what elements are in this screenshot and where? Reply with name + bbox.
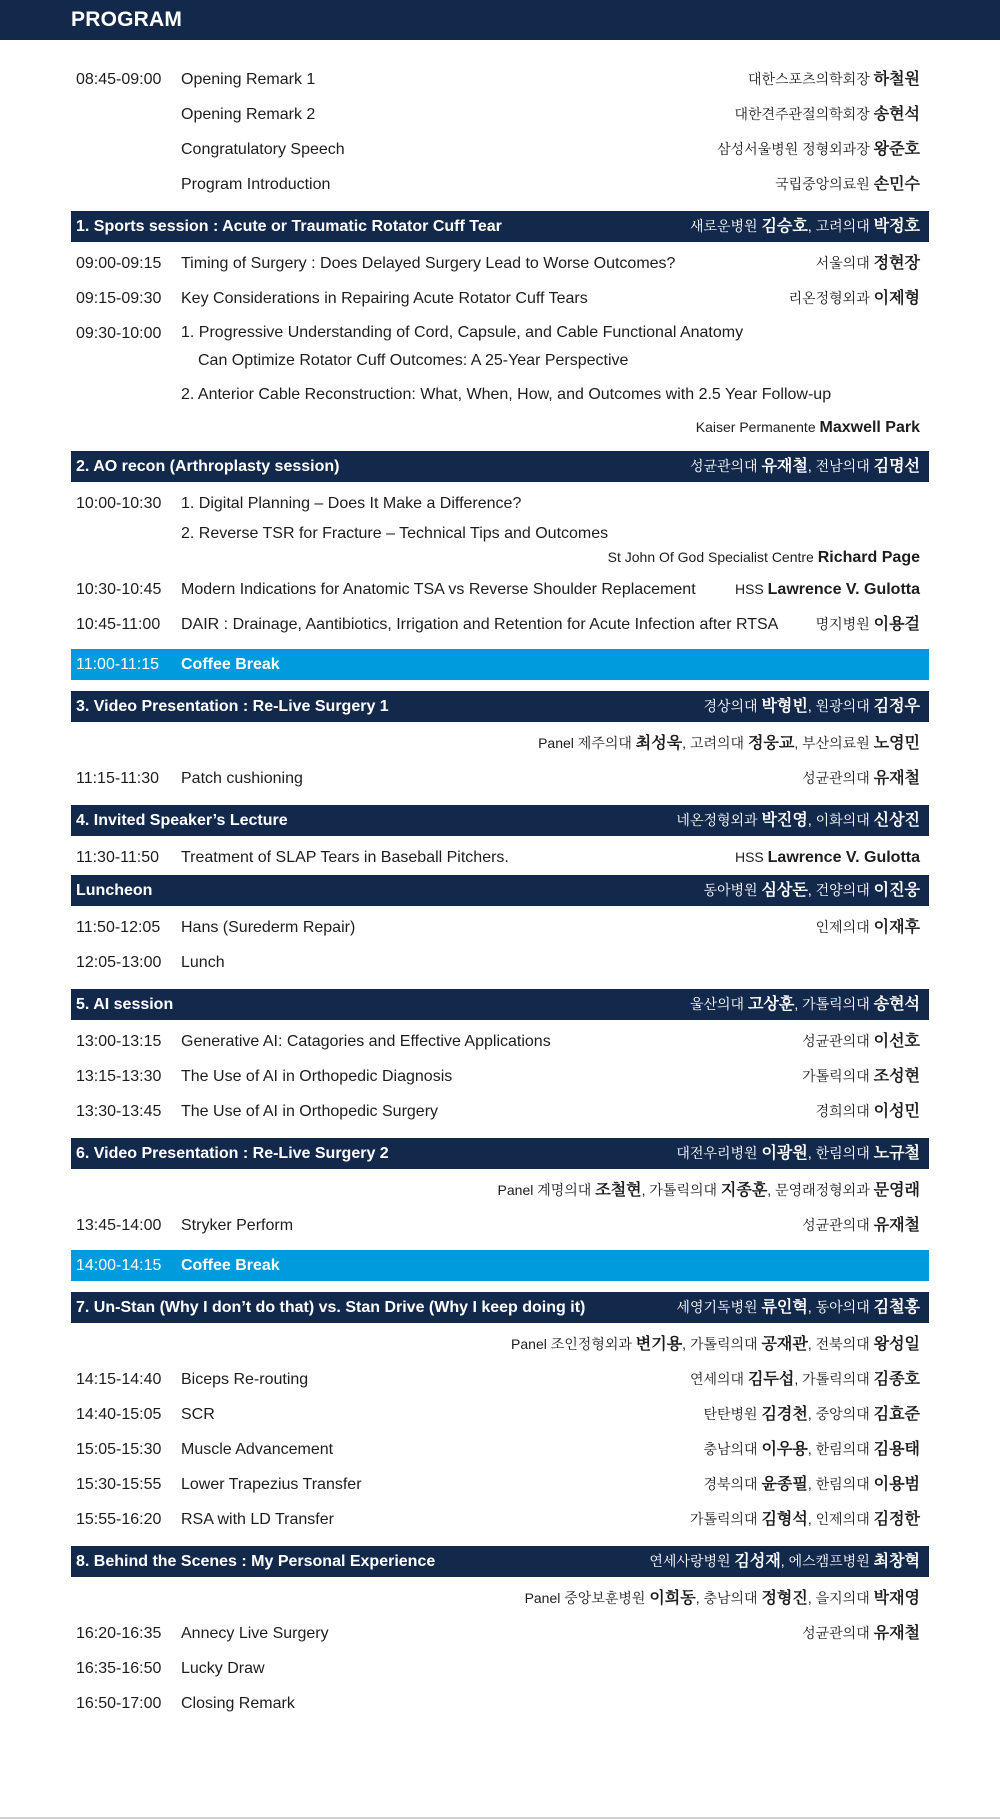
panel-row: Panel 제주의대 최성욱, 고려의대 정웅교, 부산의료원 노영민 xyxy=(538,735,920,752)
speaker-name: 이용걸 xyxy=(873,616,920,633)
session-title: 5. AI session xyxy=(76,996,174,1013)
speaker-affiliation: 리온정형외과 xyxy=(788,290,870,306)
time-slot: 14:15-14:40 xyxy=(76,1371,162,1388)
speaker xyxy=(735,840,920,875)
speaker xyxy=(816,246,920,281)
speaker xyxy=(802,1208,920,1243)
session-chairs: 연세사랑병원 김성재, 에스캠프병원 최창혁 xyxy=(649,1553,920,1570)
speaker-name: 유재철 xyxy=(873,770,920,787)
session-header-5 xyxy=(71,989,929,1020)
chair-affiliation: 연세사랑병원 xyxy=(649,1553,731,1569)
chair-name: 김명선 xyxy=(873,458,920,475)
talk-title: 2. Anterior Cable Reconstruction: What, When, How, and Outcomes with 2.5 Year Follow-up xyxy=(181,386,832,403)
panel-name: 변기용 xyxy=(635,1336,683,1353)
session-title: 1. Sports session : Acute or Traumatic Rotator Cuff Tear xyxy=(76,218,502,235)
program-row xyxy=(71,246,929,281)
session-header-2 xyxy=(71,451,929,482)
speaker-name: 이용범 xyxy=(873,1476,920,1493)
chair-name: 김성재 xyxy=(734,1553,781,1570)
program-row xyxy=(71,1362,929,1397)
time-slot: 13:45-14:00 xyxy=(76,1217,162,1234)
speaker-affiliation: Kaiser Permanente xyxy=(695,419,816,435)
talk-line: Can Optimize Rotator Cuff Outcomes: A 25-Year Perspective xyxy=(198,352,629,369)
time-slot: 16:20-16:35 xyxy=(76,1625,162,1642)
talk-title: DAIR : Drainage, Aantibiotics, Irrigation and Retention for Acute Infection after RTSA xyxy=(181,616,779,633)
speaker-name: 김형석 xyxy=(761,1511,808,1528)
speaker-name: Lawrence V. Gulotta xyxy=(767,849,920,866)
program-row xyxy=(71,1059,929,1094)
chair-affiliation: 세영기독병원 xyxy=(676,1299,758,1315)
panel-name: 조철현 xyxy=(595,1182,642,1199)
chair-name: 유재철 xyxy=(761,458,808,475)
talk-title: Hans (Surederm Repair) xyxy=(181,919,356,936)
talk-title: Treatment of SLAP Tears in Baseball Pitchers. xyxy=(181,849,509,866)
speaker: 충남의대 이우용, 한림의대 김용태 xyxy=(703,1441,920,1458)
program-row xyxy=(71,486,929,516)
speaker xyxy=(748,62,920,97)
panel-affiliation: 을지의대 xyxy=(815,1590,870,1606)
panel-row: Panel 계명의대 조철현, 가톨릭의대 지종훈, 문영래정형외과 문영래 xyxy=(497,1182,920,1199)
speaker xyxy=(802,1024,920,1059)
speaker-affiliation: 대한스포츠의학회장 xyxy=(748,71,870,87)
time-slot: 09:00-09:15 xyxy=(76,255,162,272)
speaker-affiliation: 국립중앙의료원 xyxy=(775,176,870,192)
session-title: 4. Invited Speaker’s Lecture xyxy=(76,812,288,829)
speaker-affiliation: 삼성서울병원 정형외과장 xyxy=(717,141,870,157)
time-slot: 13:30-13:45 xyxy=(76,1103,162,1120)
time-slot: 11:15-11:30 xyxy=(76,770,160,787)
chair-affiliation: 성균관의대 xyxy=(689,458,758,474)
time-slot: 09:15-09:30 xyxy=(76,290,162,307)
speaker-affiliation: 대한견주관절의학회장 xyxy=(734,106,870,122)
chair-name: 김정우 xyxy=(873,698,920,715)
talk-title xyxy=(71,316,929,375)
speaker-name: 김정한 xyxy=(873,1511,920,1528)
time-slot: 15:30-15:55 xyxy=(76,1476,162,1493)
coffee-break-bar xyxy=(71,1250,929,1281)
session-chairs: 네온정형외과 박진영, 이화의대 신상진 xyxy=(676,812,920,829)
session-title: 3. Video Presentation : Re-Live Surgery 1 xyxy=(76,698,389,715)
speaker-name: Maxwell Park xyxy=(819,419,920,436)
speaker-affiliation: 성균관의대 xyxy=(802,770,870,786)
speaker-affiliation: HSS xyxy=(734,849,764,865)
chair-name: 신상진 xyxy=(873,812,920,829)
program-row xyxy=(71,1397,929,1432)
program-row xyxy=(71,316,929,375)
panel-affiliation: 제주의대 xyxy=(577,735,632,751)
panel-name: 최성욱 xyxy=(635,735,683,752)
session-title: 2. AO recon (Arthroplasty session) xyxy=(76,458,340,475)
speaker-name: Lawrence V. Gulotta xyxy=(767,581,920,598)
speaker-affiliation: 연세의대 xyxy=(689,1371,745,1387)
time-slot: 10:45-11:00 xyxy=(76,616,161,633)
time-slot: 11:00-11:15 xyxy=(76,656,160,673)
program-row xyxy=(71,1094,929,1129)
panel-affiliation: 부산의료원 xyxy=(802,735,870,751)
chair-name: 박정호 xyxy=(873,218,920,235)
session-chairs: 새로운병원 김승호, 고려의대 박정호 xyxy=(689,218,920,235)
panel-row: Panel 조인정형외과 변기용, 가톨릭의대 공재관, 전북의대 왕성일 xyxy=(511,1336,920,1353)
time-slot: 10:00-10:30 xyxy=(76,495,162,512)
session-header-4 xyxy=(71,805,929,836)
panel-affiliation: 가톨릭의대 xyxy=(649,1182,718,1198)
speaker-affiliation: 서울의대 xyxy=(815,255,870,271)
talk-title: Timing of Surgery : Does Delayed Surgery Lead to Worse Outcomes? xyxy=(181,255,676,272)
speaker xyxy=(775,167,920,202)
speaker-affiliation: 경희의대 xyxy=(815,1103,870,1119)
speaker-name: 정현장 xyxy=(873,255,920,272)
panel-name: 이희동 xyxy=(649,1590,696,1607)
program-row xyxy=(71,281,929,316)
chair-name: 김승호 xyxy=(761,218,808,235)
break-label: Coffee Break xyxy=(181,1257,280,1274)
speaker xyxy=(816,910,920,945)
chair-name: 김철홍 xyxy=(873,1299,920,1316)
speaker-name: 김두섭 xyxy=(747,1371,795,1388)
chair-affiliation: 네온정형외과 xyxy=(676,812,758,828)
coffee-break-bar xyxy=(71,649,929,680)
speaker-affiliation: 가톨릭의대 xyxy=(802,1371,870,1387)
speaker xyxy=(734,97,920,132)
chair-affiliation: 새로운병원 xyxy=(689,218,758,234)
chair-affiliation: 한림의대 xyxy=(815,1145,870,1161)
session-chairs: 경상의대 박형빈, 원광의대 김정우 xyxy=(703,698,920,715)
time-slot: 14:00-14:15 xyxy=(76,1257,162,1274)
speaker: 가톨릭의대 김형석, 인제의대 김정한 xyxy=(689,1511,920,1528)
chair-name: 류인혁 xyxy=(761,1299,808,1316)
session-header-8 xyxy=(71,1546,929,1577)
talk-title: Stryker Perform xyxy=(181,1217,294,1234)
speaker xyxy=(789,281,920,316)
speaker-affiliation: 가톨릭의대 xyxy=(802,1068,870,1084)
session-title: 7. Un-Stan (Why I don’t do that) vs. Stan Drive (Why I keep doing it) xyxy=(76,1299,586,1316)
speaker-affiliation: 한림의대 xyxy=(815,1441,870,1457)
chair-affiliation: 가톨릭의대 xyxy=(802,996,870,1012)
chair-affiliation: 에스캠프병원 xyxy=(788,1553,870,1569)
speaker-name: 왕준호 xyxy=(873,141,920,158)
panel-label: Panel xyxy=(497,1182,534,1198)
time-slot: 15:05-15:30 xyxy=(76,1441,162,1458)
talk-title: The Use of AI in Orthopedic Diagnosis xyxy=(181,1068,453,1085)
talk-title: Muscle Advancement xyxy=(181,1441,334,1458)
speaker-affiliation: St John Of God Specialist Centre xyxy=(607,549,814,565)
speaker-name: 유재철 xyxy=(873,1217,920,1234)
chair-affiliation: 이화의대 xyxy=(815,812,870,828)
speaker-affiliation: 탄탄병원 xyxy=(703,1406,758,1422)
talk-title: RSA with LD Transfer xyxy=(181,1511,334,1528)
program-row xyxy=(71,910,929,945)
session-title: Luncheon xyxy=(76,882,153,899)
time-slot: 09:30-10:00 xyxy=(76,325,162,342)
panel-row: Panel 중앙보훈병원 이희동, 충남의대 정형진, 을지의대 박재영 xyxy=(524,1590,920,1607)
program-row xyxy=(71,761,929,796)
speaker-affiliation: 인제의대 xyxy=(815,919,870,935)
speaker-name: 하철원 xyxy=(873,71,920,88)
panel-name: 문영래 xyxy=(873,1182,920,1199)
program-row xyxy=(71,132,929,167)
talk-title: Modern Indications for Anatomic TSA vs Reverse Shoulder Replacement xyxy=(181,581,696,598)
chair-affiliation: 건양의대 xyxy=(815,882,870,898)
panel-affiliation: 충남의대 xyxy=(703,1590,758,1606)
break-label: Coffee Break xyxy=(181,656,280,673)
program-row xyxy=(71,542,929,572)
program-row xyxy=(71,516,929,542)
talk-title: Patch cushioning xyxy=(181,770,303,787)
speaker-name: 김효준 xyxy=(873,1406,920,1423)
session-chairs: 대전우리병원 이광원, 한림의대 노규철 xyxy=(676,1145,920,1162)
time-slot: 11:30-11:50 xyxy=(76,849,160,866)
panel-label: Panel xyxy=(524,1590,561,1606)
chair-name: 박진영 xyxy=(761,812,808,829)
speaker-name: 송현석 xyxy=(873,106,920,123)
speaker: 연세의대 김두섭, 가톨릭의대 김종호 xyxy=(689,1371,920,1388)
talk-title: Annecy Live Surgery xyxy=(181,1625,329,1642)
session-header-7 xyxy=(71,1292,929,1323)
talk-title: SCR xyxy=(181,1406,215,1423)
talk-title: Biceps Re-routing xyxy=(181,1371,309,1388)
panel-label: Panel xyxy=(538,735,574,751)
program-content xyxy=(71,62,929,1721)
speaker xyxy=(816,1094,920,1129)
speaker-name: 이우용 xyxy=(761,1441,808,1458)
program-row xyxy=(71,1651,929,1686)
talk-title: Opening Remark 1 xyxy=(181,71,316,88)
session-header-3 xyxy=(71,691,929,722)
program-row xyxy=(71,1024,929,1059)
chair-affiliation: 경상의대 xyxy=(703,698,758,714)
speaker-affiliation: 한림의대 xyxy=(815,1476,870,1492)
program-row xyxy=(71,62,929,97)
time-slot: 13:00-13:15 xyxy=(76,1033,162,1050)
panel-name: 지종훈 xyxy=(720,1182,768,1199)
session-chairs: 세영기독병원 류인혁, 동아의대 김철홍 xyxy=(676,1299,920,1316)
speaker: 탄탄병원 김경천, 중앙의대 김효준 xyxy=(703,1406,920,1423)
panel-name: 박재영 xyxy=(873,1590,920,1607)
chair-affiliation: 동아의대 xyxy=(815,1299,870,1315)
speaker-name: 손민수 xyxy=(873,176,920,193)
speaker-name: 이재후 xyxy=(873,919,920,936)
panel-affiliation: 중앙보훈병원 xyxy=(564,1590,646,1606)
header-bar xyxy=(0,0,1000,40)
talk-title: Opening Remark 2 xyxy=(181,106,316,123)
speaker-name: 김경천 xyxy=(761,1406,808,1423)
speaker xyxy=(735,572,920,607)
program-row xyxy=(71,97,929,132)
talk-line: 1. Progressive Understanding of Cord, Capsule, and Cable Functional Anatomy xyxy=(181,324,744,341)
session-header-luncheon xyxy=(71,875,929,906)
chair-name: 박형빈 xyxy=(761,698,808,715)
speaker-affiliation: 성균관의대 xyxy=(802,1625,870,1641)
panel-label: Panel xyxy=(511,1336,547,1352)
speaker xyxy=(717,132,920,167)
panel-name: 정형진 xyxy=(761,1590,808,1607)
chair-name: 심상돈 xyxy=(761,882,808,899)
panel-affiliation: 문영래정형외과 xyxy=(775,1182,870,1198)
panel-name: 왕성일 xyxy=(873,1336,920,1353)
program-row xyxy=(71,945,929,980)
program-row xyxy=(71,167,929,202)
session-header-6 xyxy=(71,1138,929,1169)
speaker-name: 이성민 xyxy=(873,1103,920,1120)
speaker xyxy=(802,761,920,796)
talk-title: Generative AI: Catagories and Effective Applications xyxy=(181,1033,551,1050)
speaker-name: 유재철 xyxy=(873,1625,920,1642)
chair-affiliation: 고려의대 xyxy=(815,218,870,234)
speaker xyxy=(696,412,920,443)
program-row xyxy=(71,1686,929,1721)
talk-title: Lunch xyxy=(181,954,225,971)
talk-title: 1. Digital Planning – Does It Make a Difference? xyxy=(181,495,522,512)
time-slot: 13:15-13:30 xyxy=(76,1068,162,1085)
chair-name: 노규철 xyxy=(873,1145,920,1162)
talk-title: The Use of AI in Orthopedic Surgery xyxy=(181,1103,439,1120)
session-header-1 xyxy=(71,211,929,242)
time-slot: 16:35-16:50 xyxy=(76,1660,162,1677)
speaker-affiliation: 인제의대 xyxy=(815,1511,870,1527)
program-row xyxy=(71,1432,929,1467)
session-chairs: 울산의대 고상훈, 가톨릭의대 송현석 xyxy=(689,996,920,1013)
talk-title: Key Considerations in Repairing Acute Rotator Cuff Tears xyxy=(181,290,588,307)
session-title: 8. Behind the Scenes : My Personal Experience xyxy=(76,1553,436,1570)
speaker xyxy=(802,1616,920,1651)
chair-affiliation: 원광의대 xyxy=(815,698,870,714)
speaker xyxy=(608,542,920,573)
time-slot: 15:55-16:20 xyxy=(76,1511,162,1528)
program-row xyxy=(71,1502,929,1537)
speaker-name: Richard Page xyxy=(817,549,920,566)
speaker-affiliation: 가톨릭의대 xyxy=(689,1511,758,1527)
chair-affiliation: 동아병원 xyxy=(703,882,758,898)
speaker-affiliation: 명지병원 xyxy=(815,616,870,632)
session-chairs: 동아병원 심상돈, 건양의대 이진웅 xyxy=(703,882,920,899)
panel-affiliation: 계명의대 xyxy=(537,1182,592,1198)
speaker-name: 이제형 xyxy=(873,290,920,307)
chair-name: 최창혁 xyxy=(873,1553,920,1570)
time-slot: 11:50-12:05 xyxy=(76,919,161,936)
speaker-name: 김용태 xyxy=(873,1441,920,1458)
talk-title: Lucky Draw xyxy=(181,1660,265,1677)
chair-name: 이진웅 xyxy=(873,882,920,899)
panel-affiliation: 조인정형외과 xyxy=(550,1336,632,1352)
speaker-affiliation: HSS xyxy=(734,581,764,597)
talk-title: Congratulatory Speech xyxy=(181,141,345,158)
panel-affiliation: 가톨릭의대 xyxy=(689,1336,758,1352)
talk-title: Lower Trapezius Transfer xyxy=(181,1476,362,1493)
speaker xyxy=(802,1059,920,1094)
speaker-affiliation: 성균관의대 xyxy=(802,1033,870,1049)
time-slot: 08:45-09:00 xyxy=(76,71,162,88)
time-slot: 12:05-13:00 xyxy=(76,954,162,971)
speaker-name: 김종호 xyxy=(873,1371,920,1388)
session-chairs: 성균관의대 유재철, 전남의대 김명선 xyxy=(689,458,920,475)
speaker: 경북의대 윤종필, 한림의대 이용범 xyxy=(703,1476,920,1493)
program-row xyxy=(71,1616,929,1651)
program-row xyxy=(71,412,929,442)
panel-name: 공재관 xyxy=(761,1336,808,1353)
talk-title: Program Introduction xyxy=(181,176,331,193)
speaker-affiliation: 충남의대 xyxy=(703,1441,758,1457)
chair-name: 이광원 xyxy=(761,1145,808,1162)
panel-name: 정웅교 xyxy=(747,735,795,752)
page-title: PROGRAM xyxy=(71,8,183,31)
talk-title: Closing Remark xyxy=(181,1695,295,1712)
speaker-name: 윤종필 xyxy=(761,1476,808,1493)
chair-affiliation: 전남의대 xyxy=(815,458,870,474)
speaker-affiliation: 성균관의대 xyxy=(802,1217,870,1233)
chair-name: 송현석 xyxy=(873,996,920,1013)
panel-affiliation: 고려의대 xyxy=(689,735,745,751)
speaker-name: 조성현 xyxy=(873,1068,920,1085)
program-row xyxy=(71,840,929,875)
panel-name: 노영민 xyxy=(873,735,920,752)
time-slot: 16:50-17:00 xyxy=(76,1695,162,1712)
speaker-affiliation: 중앙의대 xyxy=(815,1406,870,1422)
program-row xyxy=(71,607,929,642)
program-row xyxy=(71,572,929,607)
speaker xyxy=(816,607,920,642)
program-row xyxy=(71,377,929,412)
chair-name: 고상훈 xyxy=(747,996,795,1013)
time-slot: 14:40-15:05 xyxy=(76,1406,162,1423)
program-row xyxy=(71,1467,929,1502)
talk-title: 2. Reverse TSR for Fracture – Technical Tips and Outcomes xyxy=(181,525,609,542)
speaker-affiliation: 경북의대 xyxy=(703,1476,758,1492)
panel-affiliation: 전북의대 xyxy=(815,1336,870,1352)
program-row xyxy=(71,1208,929,1243)
chair-affiliation: 대전우리병원 xyxy=(676,1145,758,1161)
speaker-name: 이선호 xyxy=(873,1033,920,1050)
time-slot: 10:30-10:45 xyxy=(76,581,162,598)
session-title: 6. Video Presentation : Re-Live Surgery 2 xyxy=(76,1145,389,1162)
chair-affiliation: 울산의대 xyxy=(689,996,745,1012)
